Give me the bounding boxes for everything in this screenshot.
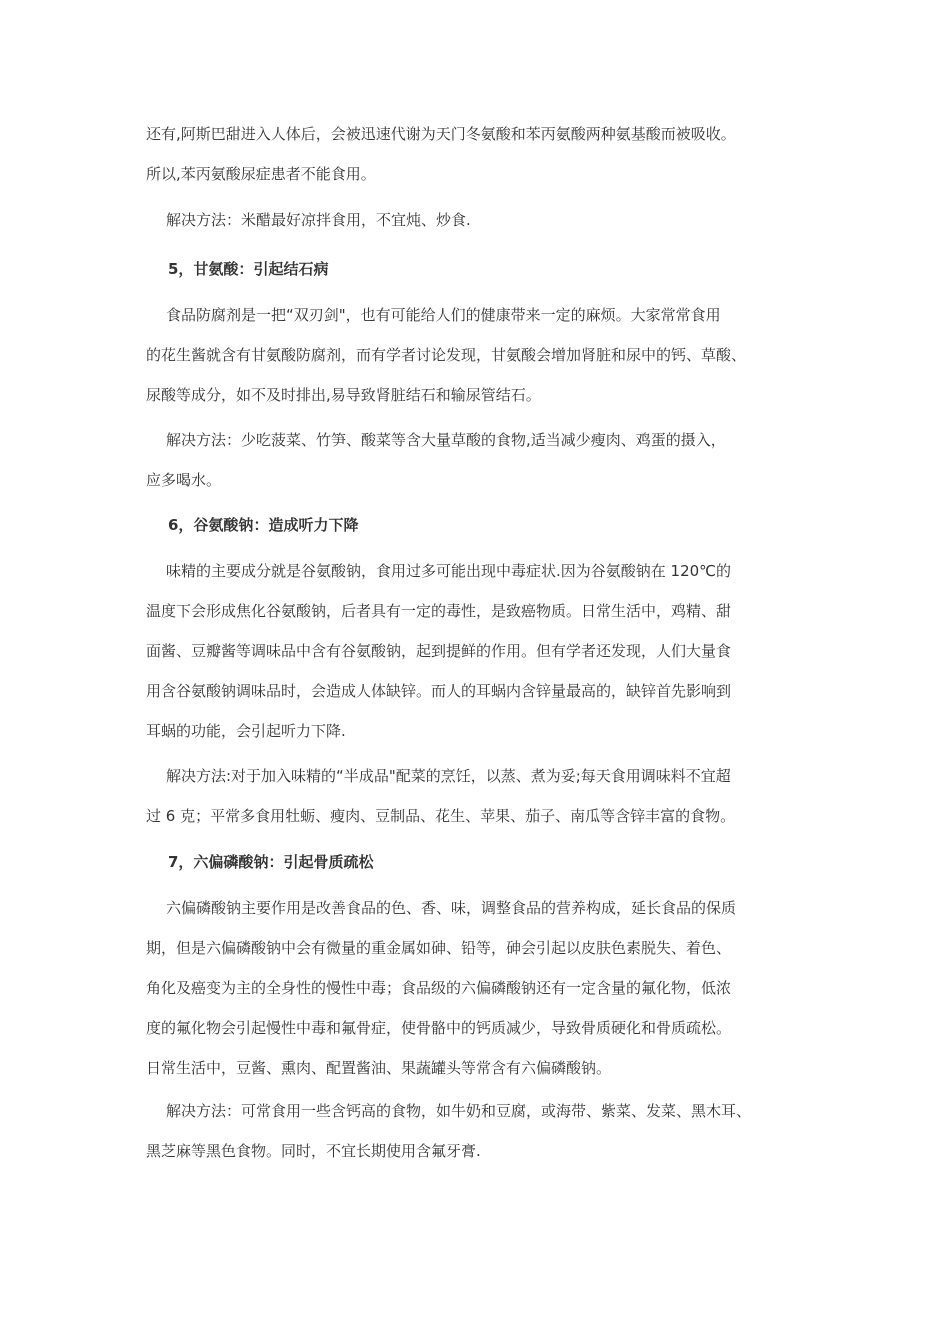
paragraph-line: 过 6 克；平常多食用牡蛎、瘦肉、豆制品、花生、苹果、茄子、南瓜等含锌丰富的食物。 <box>146 807 736 825</box>
section-heading: 5，甘氨酸：引起结石病 <box>168 260 329 278</box>
section-heading-sodium-hexametaphosphate <box>146 842 826 882</box>
paragraph-line: 所以,苯丙氨酸尿症患者不能食用。 <box>146 165 376 183</box>
section-heading-msg <box>146 505 826 545</box>
section-heading: 7，六偏磷酸钠：引起骨质疏松 <box>168 853 374 871</box>
paragraph-solution-calcium <box>146 1091 826 1171</box>
paragraph-line: 食品防腐剂是一把“双刃剑"，也有可能给人们的健康带来一定的麻烦。大家常常食用 <box>166 306 721 324</box>
paragraph-line: 尿酸等成分，如不及时排出,易导致肾脏结石和输尿管结石。 <box>146 386 541 404</box>
paragraph-line: 还有,阿斯巴甜进入人体后，会被迅速代谢为天门冬氨酸和苯丙氨酸两种氨基酸而被吸收。 <box>146 125 736 143</box>
paragraph-glycine <box>146 295 826 415</box>
paragraph-line: 度的氟化物会引起慢性中毒和氟骨症，使骨骼中的钙质减少，导致骨质硬化和骨质疏松。 <box>146 1019 732 1037</box>
paragraph-line: 温度下会形成焦化谷氨酸钠，后者具有一定的毒性，是致癌物质。日常生活中，鸡精、甜 <box>146 602 732 620</box>
paragraph-solution-msg <box>146 756 826 836</box>
paragraph-line: 应多喝水。 <box>146 471 222 489</box>
paragraph-line: 耳蜗的功能，会引起听力下降. <box>146 722 346 740</box>
paragraph-line: 解决方法：少吃菠菜、竹笋、酸菜等含大量草酸的食物,适当减少瘦肉、鸡蛋的摄入， <box>166 431 726 449</box>
paragraph-solution-vinegar <box>146 200 826 240</box>
paragraph-line: 用含谷氨酸钠调味品时，会造成人体缺锌。而人的耳蜗内含锌量最高的，缺锌首先影响到 <box>146 682 732 700</box>
paragraph-line: 角化及癌变为主的全身性的慢性中毒；食品级的六偏磷酸钠还有一定含量的氟化物，低浓 <box>146 979 732 997</box>
paragraph-line: 的花生酱就含有甘氨酸防腐剂，而有学者讨论发现，甘氨酸会增加肾脏和尿中的钙、草酸、 <box>146 346 747 364</box>
paragraph-line: 解决方法:对于加入味精的“半成品"配菜的烹饪，以蒸、煮为妥;每天食用调味料不宜超 <box>166 767 731 785</box>
paragraph-line: 面酱、豆瓣酱等调味品中含有谷氨酸钠，起到提鲜的作用。但有学者还发现，人们大量食 <box>146 642 732 660</box>
paragraph-solution-glycine <box>146 420 826 500</box>
paragraph-line: 解决方法：米醋最好凉拌食用，不宜炖、炒食. <box>166 211 471 229</box>
paragraph-line: 味精的主要成分就是谷氨酸钠，食用过多可能出现中毒症状.因为谷氨酸钠在 120℃的 <box>166 562 732 580</box>
section-heading-glycine <box>146 249 826 289</box>
paragraph-line: 黑芝麻等黑色食物。同时，不宜长期使用含氟牙膏. <box>146 1142 481 1160</box>
section-heading: 6，谷氨酸钠：造成听力下降 <box>168 516 359 534</box>
paragraph-msg <box>146 551 826 751</box>
paragraph-aspartame-metabolism <box>146 114 826 194</box>
paragraph-line: 日常生活中，豆酱、熏肉、配置酱油、果蔬罐头等常含有六偏磷酸钠。 <box>146 1059 612 1077</box>
paragraph-sodium-hexametaphosphate <box>146 888 826 1088</box>
paragraph-line: 六偏磷酸钠主要作用是改善食品的色、香、味，调整食品的营养构成，延长食品的保质 <box>166 899 737 917</box>
paragraph-line: 期，但是六偏磷酸钠中会有微量的重金属如砷、铅等，砷会引起以皮肤色素脱失、着色、 <box>146 939 732 957</box>
paragraph-line: 解决方法：可常食用一些含钙高的食物，如牛奶和豆腐，或海带、紫菜、发菜、黑木耳、 <box>166 1102 752 1120</box>
